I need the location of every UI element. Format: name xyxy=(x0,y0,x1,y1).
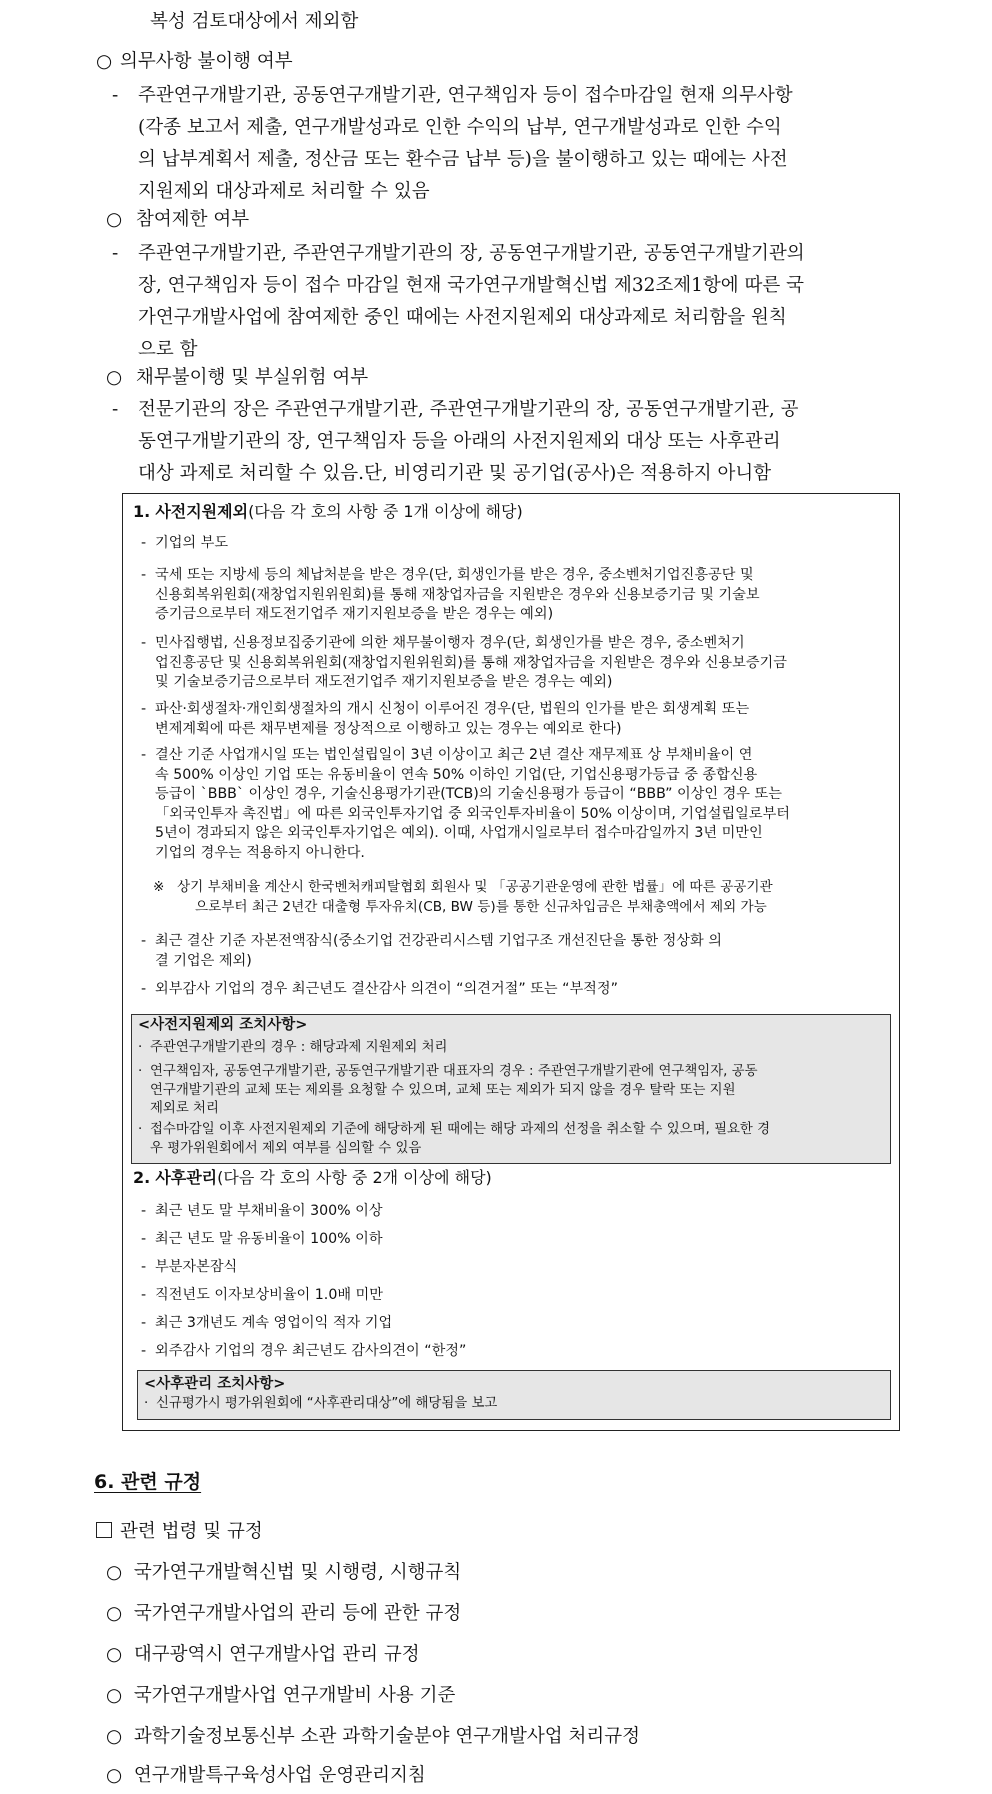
dash-marker: - xyxy=(112,399,119,420)
dash-marker: - xyxy=(141,535,147,551)
exclusion-measures-box xyxy=(131,1014,891,1164)
text-line: 변제계획에 따른 채무변제를 정상적으로 이행하고 있는 경우는 예외로 한다) xyxy=(155,720,622,737)
bullet-circle: ○ xyxy=(106,209,123,230)
text-line: 파산·회생절차·개인회생절차의 개시 신청이 이루어진 경우(단, 법원의 인가를 받은 회생계획 또는 xyxy=(155,701,750,717)
paragraph-restriction xyxy=(138,238,906,366)
dash-marker: - xyxy=(141,1259,147,1275)
bullet-circle: ○ xyxy=(106,1603,123,1624)
heading-number: 1. xyxy=(133,502,151,521)
list-item xyxy=(155,700,883,739)
regulation-item xyxy=(106,1639,420,1671)
dot-marker: · xyxy=(138,1040,143,1055)
criteria-box xyxy=(122,493,900,1431)
list-item: 최근 년도 말 부채비율이 300% 이상 xyxy=(155,1203,383,1219)
regulation-label: 국가연구개발사업의 관리 등에 관한 규정 xyxy=(133,1603,462,1624)
text-line: 최근 결산 기준 자본전액잠식(중소기업 건강관리시스템 기업구조 개선진단을 통한 정상화 의 xyxy=(155,933,722,949)
bullet-circle: ○ xyxy=(106,1644,123,1665)
list-item: 직전년도 이자보상비율이 1.0배 미만 xyxy=(155,1287,383,1303)
regulations-label: 관련 법령 및 규정 xyxy=(120,1521,263,1542)
measure-item xyxy=(150,1121,880,1158)
section-title: 6. 관련 규정 xyxy=(94,1471,202,1493)
section-heading-default-risk: 채무불이행 및 부실위험 여부 xyxy=(136,367,369,388)
dash-marker: - xyxy=(141,1287,147,1303)
bullet-circle: ○ xyxy=(106,367,123,388)
list-item: 최근 년도 말 유동비율이 100% 이하 xyxy=(155,1231,383,1247)
measures-title: <사전지원제외 조치사항> xyxy=(138,1017,308,1033)
text-line: 주관연구개발기관의 경우 : 해당과제 지원제외 처리 xyxy=(150,1040,448,1055)
list-item: 외주감사 기업의 경우 최근년도 감사의견이 “한정” xyxy=(155,1343,467,1359)
dash-marker: - xyxy=(141,1315,147,1331)
regulation-item xyxy=(106,1557,461,1589)
list-item xyxy=(155,746,883,863)
bullet-circle: ○ xyxy=(96,51,113,72)
text-line: 주관연구개발기관, 주관연구개발기관의 장, 공동연구개발기관, 공동연구개발기관의 xyxy=(138,243,805,264)
text-line: 결 기업은 제외) xyxy=(155,952,252,969)
section-heading-obligation: 의무사항 불이행 여부 xyxy=(120,51,293,72)
text-line: 장, 연구책임자 등이 접수 마감일 현재 국가연구개발혁신법 제32조제1항에 따른 국 xyxy=(138,275,804,296)
text-line: 결산 기준 사업개시일 또는 법인설립일이 3년 이상이고 최근 2년 결산 재무제표 상 부채비율이 연 xyxy=(155,747,753,763)
text-line: 으로 함 xyxy=(138,339,198,360)
dash-marker: - xyxy=(112,243,119,264)
text-line: 으로부터 최근 2년간 대출형 투자유치(CB, BW 등)를 통한 신규차입금은 부채총액에서 제외 가능 xyxy=(195,899,767,915)
text-line: 증기금으로부터 재도전기업주 재기지원보증을 받은 경우는 예외) xyxy=(155,606,554,622)
list-item: 최근 3개년도 계속 영업이익 적자 기업 xyxy=(155,1315,393,1331)
bullet-circle: ○ xyxy=(106,1562,123,1583)
text-line: 전문기관의 장은 주관연구개발기관, 주관연구개발기관의 장, 공동연구개발기관, 공 xyxy=(138,399,799,420)
text-line: 등급이 `BBB` 이상인 경우, 기술신용평가기관(TCB)의 기술신용평가 등급이 “BBB” 이상인 경우 또는 xyxy=(155,786,782,802)
measure-item xyxy=(150,1063,880,1119)
text-line: 외부감사 기업의 경우 최근년도 결산감사 의견이 “의견거절” 또는 “부적정” xyxy=(155,981,618,997)
text-line: 대상 과제로 처리할 수 있음.단, 비영리기관 및 공기업(공사)은 적용하지 아니함 xyxy=(138,463,772,484)
dot-marker: · xyxy=(138,1064,143,1079)
dot-marker: · xyxy=(138,1122,143,1137)
text-line: 가연구개발사업에 참여제한 중인 때에는 사전지원제외 대상과제로 처리함을 원칙 xyxy=(138,307,787,328)
dash-marker: - xyxy=(141,747,147,763)
text-line: 속 500% 이상인 기업 또는 유동비율이 연속 50% 이하인 기업(단, 기업신용평가등급 중 종합신용 xyxy=(155,766,758,783)
bullet-circle: ○ xyxy=(106,1765,123,1786)
regulation-item xyxy=(106,1721,640,1753)
text-line: 연구개발기관의 교체 또는 제외를 요청할 수 있으며, 교체 또는 제외가 되지 않을 경우 탈락 또는 지원 xyxy=(150,1082,736,1098)
regulation-label: 대구광역시 연구개발사업 관리 규정 xyxy=(133,1644,420,1665)
heading-title: 사전지원제외 xyxy=(155,502,249,521)
dash-marker: - xyxy=(141,1343,147,1359)
regulation-label: 국가연구개발혁신법 및 시행령, 시행규칙 xyxy=(133,1562,462,1583)
text-line: 신용회복위원회(재창업지원위원회)를 통해 재창업자금을 지원받은 경우와 신용보증기금 및 기술보 xyxy=(155,586,760,603)
text-line: 기업의 경우는 적용하지 아니한다. xyxy=(155,844,365,861)
text-line: 주관연구개발기관, 공동연구개발기관, 연구책임자 등이 접수마감일 현재 의무사항 xyxy=(138,85,793,106)
regulation-label: 과학기술정보통신부 소관 과학기술분야 연구개발사업 처리규정 xyxy=(133,1726,640,1747)
text-line: 국세 또는 지방세 등의 체납처분을 받은 경우(단, 회생인가를 받은 경우, 중소벤처기업진흥공단 및 xyxy=(155,567,754,583)
dash-marker: - xyxy=(141,635,147,651)
text-line: 및 기술보증기금으로부터 재도전기업주 재기지원보증을 받은 경우는 예외) xyxy=(155,674,613,690)
heading-title: 사후관리 xyxy=(155,1168,218,1187)
heading-rest: (다음 각 호의 사항 중 2개 이상에 해당) xyxy=(217,1168,492,1187)
text-line: 상기 부채비율 계산시 한국벤처캐피탈협회 회원사 및 「공공기관운영에 관한 법률」에 따른 공공기관 xyxy=(177,879,773,895)
text-line: 5년이 경과되지 않은 외국인투자기업은 예외). 이때, 사업개시일로부터 접수마감일까지 3년 미만인 xyxy=(155,825,763,841)
section-heading-restriction: 참여제한 여부 xyxy=(136,209,250,230)
text-line: 기업의 부도 xyxy=(155,535,229,551)
square-bullet-icon xyxy=(96,1522,112,1538)
regulation-label: 국가연구개발사업 연구개발비 사용 기준 xyxy=(133,1685,456,1706)
text-line: 「외국인투자 촉진법」에 따른 외국인투자기업 중 외국인투자비율이 50% 이상이며, 기업설립일로부터 xyxy=(155,805,791,822)
text-line: 제외로 처리 xyxy=(150,1101,219,1116)
regulation-item xyxy=(106,1680,455,1712)
measures-title: <사후관리 조치사항> xyxy=(144,1376,286,1392)
dash-marker: - xyxy=(141,1231,147,1247)
list-item xyxy=(155,634,883,693)
bullet-circle: ○ xyxy=(106,1726,123,1747)
measure-item xyxy=(150,1039,880,1058)
note-mark: ※ xyxy=(153,879,165,895)
list-item xyxy=(155,534,883,554)
list-item xyxy=(155,566,883,625)
list-item xyxy=(155,932,883,971)
text-line: 업진흥공단 및 신용회복위원회(재창업지원위원회)를 통해 재창업자금을 지원받은 경우와 신용보증기금 xyxy=(155,654,787,671)
text-line: (각종 보고서 제출, 연구개발성과로 인한 수익의 납부, 연구개발성과로 인한 수익 xyxy=(138,117,782,138)
list-item xyxy=(155,980,883,1000)
regulation-item xyxy=(106,1598,461,1630)
text-line: 의 납부계획서 제출, 정산금 또는 환수금 납부 등)을 불이행하고 있는 때에는 사전 xyxy=(138,149,788,170)
list-item: 부분자본잠식 xyxy=(155,1259,238,1275)
bullet-circle: ○ xyxy=(106,1685,123,1706)
continued-line: 복성 검토대상에서 제외함 xyxy=(150,11,359,32)
measure-item: 신규평가시 평가위원회에 “사후관리대상”에 해당됨을 보고 xyxy=(156,1396,498,1411)
paragraph-obligation xyxy=(138,80,906,208)
text-line: 우 평가위원회에서 제외 여부를 심의할 수 있음 xyxy=(150,1140,422,1156)
text-line: 연구책임자, 공동연구개발기관, 공동연구개발기관 대표자의 경우 : 주관연구개발기관에 연구책임자, 공동 xyxy=(150,1064,758,1079)
dash-marker: - xyxy=(141,567,147,583)
criteria-heading-exclusion xyxy=(133,502,523,522)
aftercare-measures-box xyxy=(137,1370,891,1420)
criteria-heading-aftercare xyxy=(133,1168,492,1188)
regulation-item xyxy=(106,1760,426,1792)
regulations-heading xyxy=(96,1516,263,1548)
heading-number: 2. xyxy=(133,1168,151,1187)
dash-marker: - xyxy=(141,981,147,997)
text-line: 접수마감일 이후 사전지원제외 기준에 해당하게 된 때에는 해당 과제의 선정을 취소할 수 있으며, 필요한 경 xyxy=(150,1122,771,1137)
text-line: 동연구개발기관의 장, 연구책임자 등을 아래의 사전지원제외 대상 또는 사후관리 xyxy=(138,431,781,452)
heading-rest: (다음 각 호의 사항 중 1개 이상에 해당) xyxy=(248,502,523,521)
dash-marker: - xyxy=(141,1203,147,1219)
text-line: 민사집행법, 신용정보집중기관에 의한 채무불이행자 경우(단, 회생인가를 받은 경우, 중소벤처기 xyxy=(155,635,745,651)
dot-marker: · xyxy=(144,1396,149,1411)
paragraph-default-risk xyxy=(138,394,906,490)
dash-marker: - xyxy=(141,933,147,949)
regulation-label: 연구개발특구육성사업 운영관리지침 xyxy=(133,1765,426,1786)
dash-marker: - xyxy=(112,85,119,106)
text-line: 지원제외 대상과제로 처리할 수 있음 xyxy=(138,181,430,202)
dash-marker: - xyxy=(141,701,147,717)
